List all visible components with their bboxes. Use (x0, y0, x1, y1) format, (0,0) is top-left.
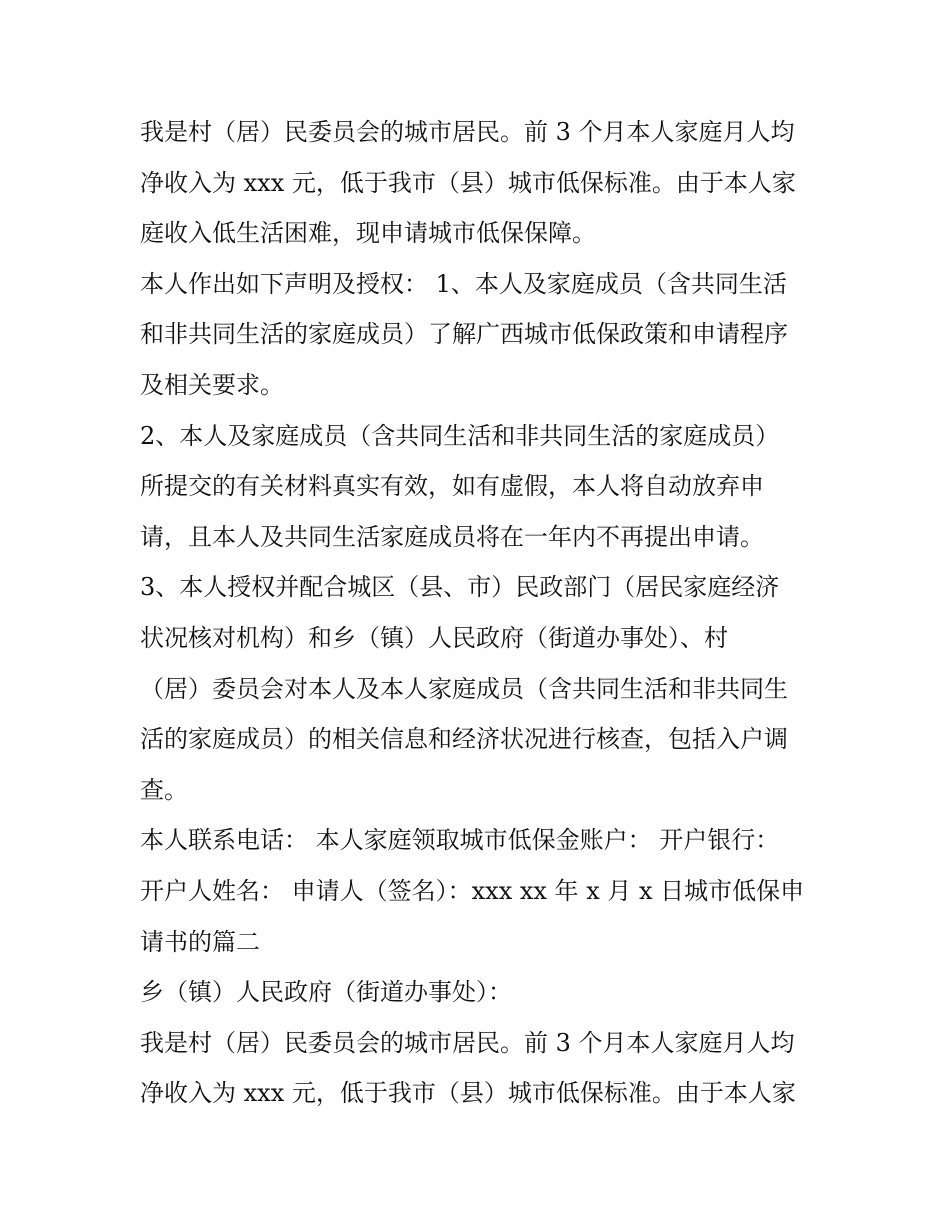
text-line: 本人作出如下声明及授权： 1、本人及家庭成员（含共同生活 (140, 269, 787, 298)
text-line: 净收入为 xxx 元，低于我市（县）城市低保标准。由于本人家 (140, 1079, 796, 1108)
document-body (140, 107, 820, 1119)
text-line: 及相关要求。 (140, 370, 284, 399)
text-line: 查。 (140, 775, 188, 804)
text-line: 本人联系电话： 本人家庭领取城市低保金账户： 开户银行： (140, 826, 780, 855)
text-line: 我是村（居）民委员会的城市居民。前 3 个月本人家庭月人均 (140, 118, 795, 146)
text-line: 3、本人授权并配合城区（县、市）民政部门（居民家庭经济 (140, 573, 780, 602)
text-line: 所提交的有关材料真实有效，如有虚假，本人将自动放弃申 (140, 472, 764, 501)
text-line: 请，且本人及共同生活家庭成员将在一年内不再提出申请。 (140, 522, 764, 551)
text-line: 庭收入低生活困难，现申请城市低保保障。 (140, 219, 596, 248)
text-line: 2、本人及家庭成员（含共同生活和非共同生活的家庭成员） (140, 421, 780, 450)
text-line: 开户人姓名： 申请人（签名）：xxx xx 年 x 月 x 日城市低保申 (140, 876, 805, 905)
text-line: 状况核对机构）和乡（镇）人民政府（街道办事处）、村 (140, 623, 728, 652)
text-line: （居）委员会对本人及本人家庭成员（含共同生活和非共同生 (140, 674, 788, 703)
text-line: 请书的篇二 (140, 927, 260, 956)
text-line: 活的家庭成员）的相关信息和经济状况进行核查，包括入户调 (140, 725, 788, 754)
text-line: 和非共同生活的家庭成员）了解广西城市低保政策和申请程序 (140, 320, 788, 349)
text-line: 乡（镇）人民政府（街道办事处）： (140, 978, 512, 1007)
text-line: 我是村（居）民委员会的城市居民。前 3 个月本人家庭月人均 (140, 1028, 795, 1057)
text-line: 净收入为 xxx 元，低于我市（县）城市低保标准。由于本人家 (140, 168, 796, 197)
